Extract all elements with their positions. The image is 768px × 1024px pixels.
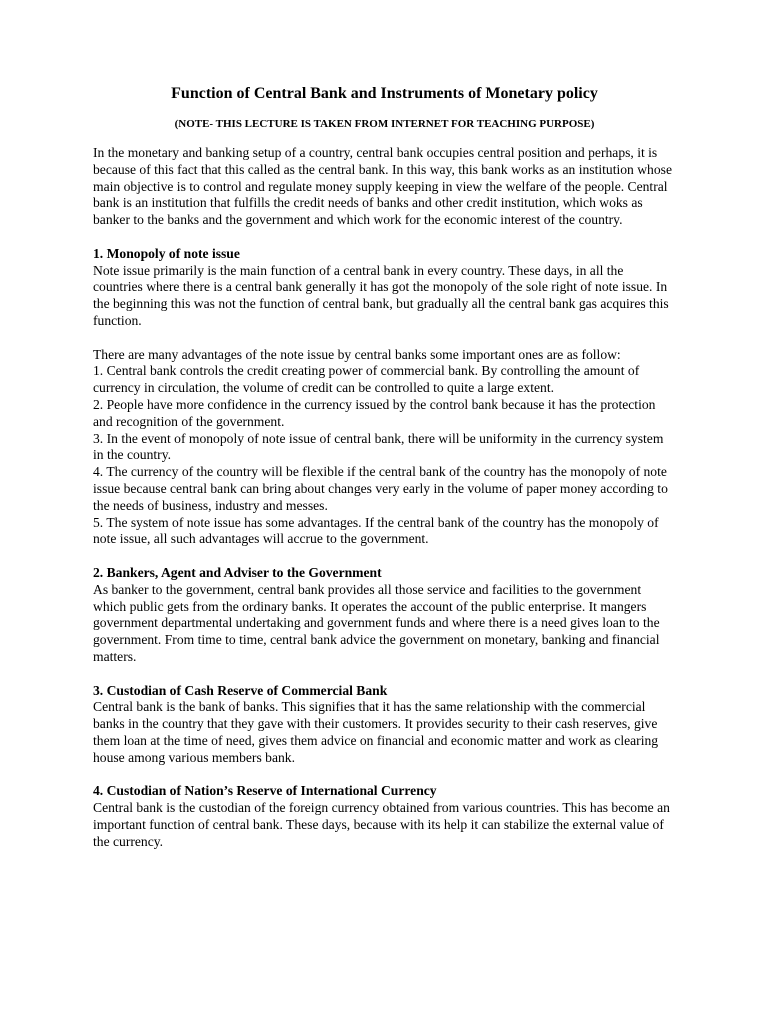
document-title: Function of Central Bank and Instruments of Monetary policy: [171, 85, 598, 102]
document-note: (NOTE- THIS LECTURE IS TAKEN FROM INTERNET FOR TEACHING PURPOSE): [174, 118, 595, 130]
advantage-item: 3. In the event of monopoly of note issue of central bank, there will be uniformity in the currency system in the country.: [93, 430, 664, 463]
section-body: Central bank is the bank of banks. This signifies that it has the same relationship with the commercial banks in the country that they gave with their customers. It provides security to their cash reserves, give them loan at the time of need, gives them advice on financial and economic matter and work as clearing house among various members bank.: [93, 699, 659, 765]
advantages-list: [93, 347, 676, 549]
section-heading: 2. Bankers, Agent and Adviser to the Government: [93, 564, 382, 580]
advantage-item: 2. People have more confidence in the currency issued by the control bank because it has the protection and recognition of the government.: [93, 396, 656, 429]
section-custodian-cash-reserve: [93, 683, 676, 767]
advantage-item: 4. The currency of the country will be flexible if the central bank of the country has the monopoly of note issue because central bank can bring about changes very early in the volume of paper money according to the needs of business, industry and messes.: [93, 464, 668, 513]
section-heading: 4. Custodian of Nation’s Reserve of International Currency: [93, 783, 437, 799]
intro-paragraph: In the monetary and banking setup of a country, central bank occupies central position and perhaps, it is because of this fact that this called as the central bank. In this way, this bank works as an institution whose main objective is to control and regulate money supply keeping in view the welfare of the people. Central bank is an institution that fulfills the credit needs of banks and other credit institution, which woks as banker to the banks and the government and which work for the economic interest of the country.: [93, 145, 672, 228]
section-heading: 3. Custodian of Cash Reserve of Commercial Bank: [93, 682, 388, 698]
advantage-item: 1. Central bank controls the credit creating power of commercial bank. By controlling the amount of currency in circulation, the volume of credit can be controlled to quite a large extent.: [93, 363, 640, 396]
section-monopoly-note-issue: [93, 246, 676, 330]
section-banker-agent-adviser: [93, 565, 676, 666]
advantage-item: 5. The system of note issue has some advantages. If the central bank of the country has the monopoly of note issue, all such advantages will accrue to the government.: [93, 514, 659, 547]
section-heading: 1. Monopoly of note issue: [93, 245, 240, 261]
section-body: Note issue primarily is the main function of a central bank in every country. These days, in all the countries where there is a central bank generally it has got the monopoly of the sole right of note issue. In the beginning this was not the function of central bank, but gradually all the central bank gas acquires this function.: [93, 262, 669, 328]
section-body: Central bank is the custodian of the foreign currency obtained from various countries. This has become an important function of central bank. These days, because with its help it can stabilize the external value of the currency.: [93, 800, 670, 849]
advantages-intro: There are many advantages of the note issue by central banks some important ones are as follow:: [93, 346, 621, 362]
section-body: As banker to the government, central bank provides all those service and facilities to the government which public gets from the ordinary banks. It operates the account of the public enterprise. It mangers government departmental undertaking and government funds and where there is a need gives loan to the government. From time to time, central bank advice the government on monetary, banking and financial matters.: [93, 581, 660, 664]
section-custodian-international-currency: [93, 783, 676, 850]
